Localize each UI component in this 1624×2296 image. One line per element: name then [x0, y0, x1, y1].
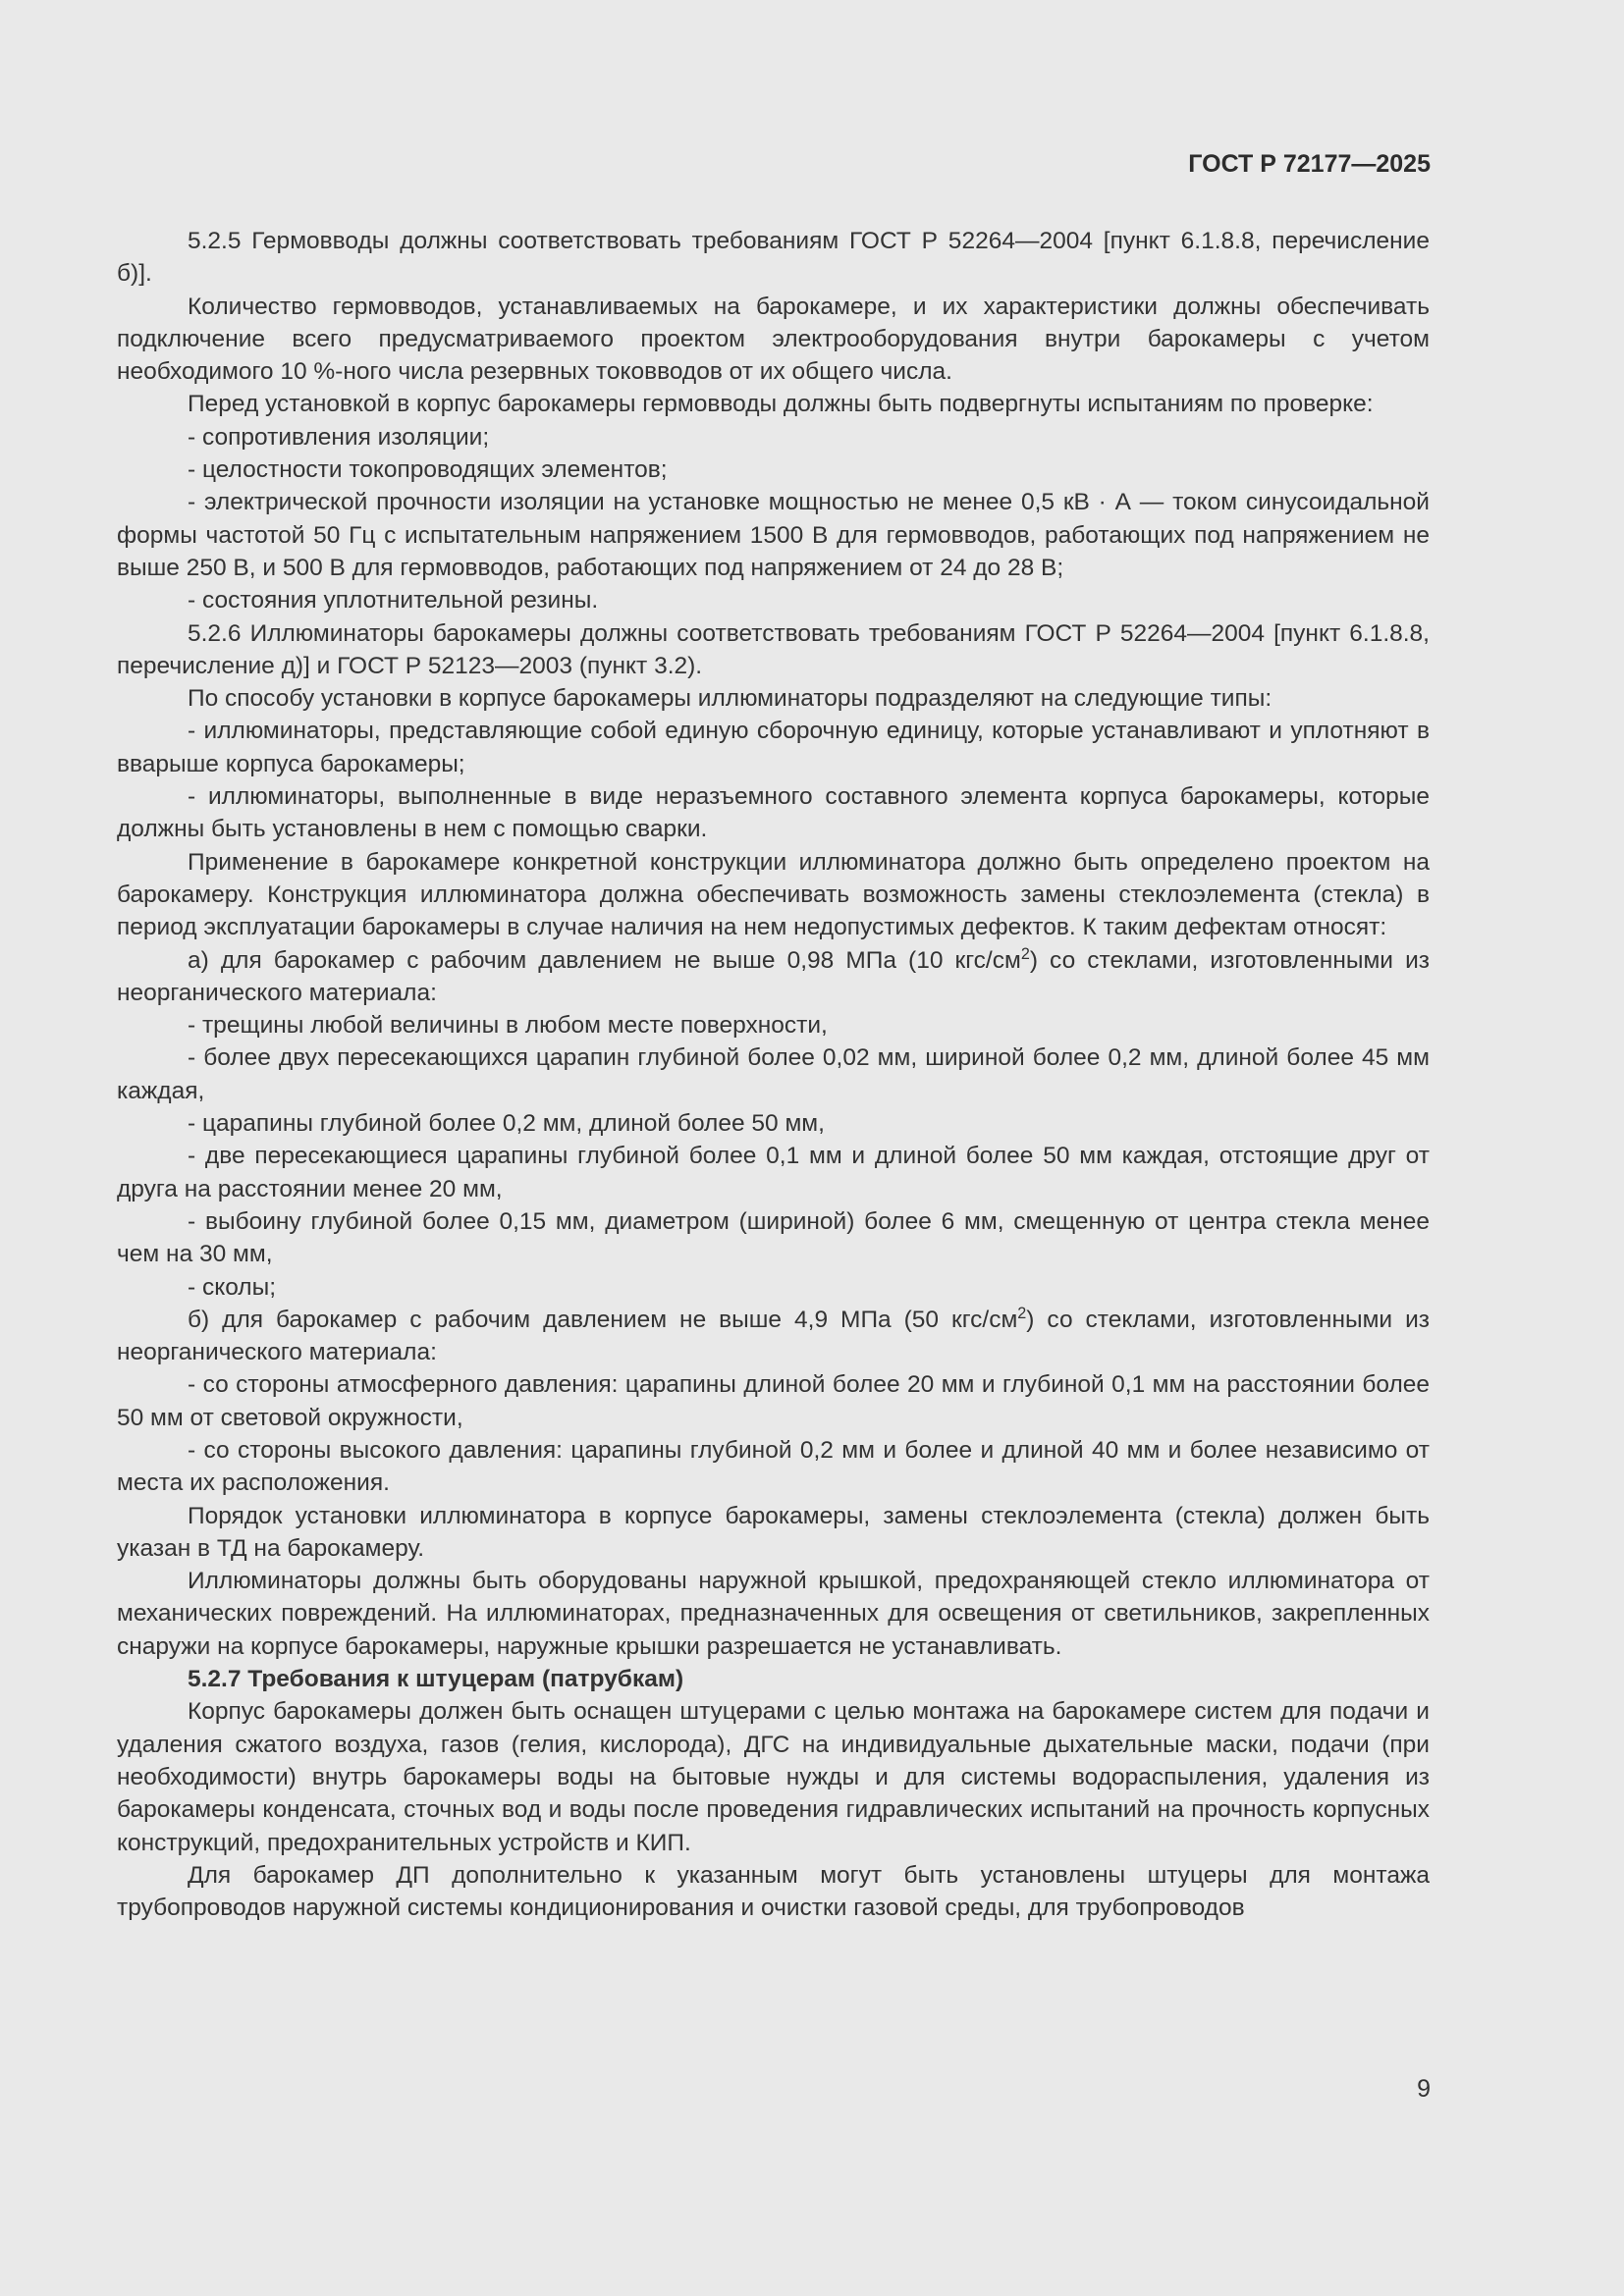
- paragraph: [117, 780, 1430, 846]
- paragraph: [117, 944, 1430, 1010]
- paragraph-text: - сколы;: [188, 1273, 277, 1301]
- paragraph-text: Порядок установки иллюминатора в корпусе барокамеры, замены стеклоэлемента (стекла) должен быть указан в ТД на барокамеру.: [117, 1502, 1430, 1562]
- paragraph-text: - выбоину глубиной более 0,15 мм, диаметром (шириной) более 6 мм, смещенную от центра стекла менее чем на 30 мм,: [117, 1207, 1430, 1268]
- paragraph-text: - более двух пересекающихся царапин глубиной более 0,02 мм, шириной более 0,2 мм, длиной более 45 мм каждая,: [117, 1044, 1430, 1104]
- paragraph: [117, 388, 1430, 420]
- paragraph: [117, 846, 1430, 944]
- paragraph-text: Применение в барокамере конкретной конструкции иллюминатора должно быть определено проектом на барокамеру. Конструкция иллюминатора должна обеспечивать возможность замены стеклоэлемента (стекла) в период эксплуатации барокамеры в случае наличия на нем недопустимых дефектов. К таким дефектам относят:: [117, 848, 1430, 941]
- page-number: 9: [1417, 2075, 1431, 2103]
- paragraph: [117, 1500, 1430, 1566]
- paragraph: [117, 682, 1430, 715]
- paragraph: [117, 291, 1430, 389]
- paragraph: [117, 1205, 1430, 1271]
- paragraph-text: - трещины любой величины в любом месте поверхности,: [188, 1012, 828, 1040]
- paragraph-text: б) для барокамер с рабочим давлением не выше 4,9 МПа (50 кгс/см: [188, 1306, 1018, 1333]
- paragraph-text: Количество гермовводов, устанавливаемых на барокамере, и их характеристики должны обеспечивать подключение всего предусматриваемого проектом электрооборудования внутри барокамеры с учетом необходимого 10 %-ного числа резервных токовводов от их общего числа.: [117, 293, 1430, 386]
- paragraph: [117, 421, 1430, 454]
- paragraph-text: - сопротивления изоляции;: [188, 423, 490, 451]
- paragraph-text: Для барокамер ДП дополнительно к указанным могут быть установлены штуцеры для монтажа трубопроводов наружной системы кондиционирования и очистки газовой среды, для трубопроводов: [117, 1861, 1430, 1922]
- section-heading: [117, 1663, 1430, 1695]
- paragraph: [117, 584, 1430, 616]
- paragraph-text: - иллюминаторы, выполненные в виде неразъемного составного элемента корпуса барокамеры, которые должны быть установлены в нем с помощью сварки.: [117, 783, 1430, 843]
- paragraph-text: - целостности токопроводящих элементов;: [188, 456, 668, 484]
- paragraph-text: - со стороны атмосферного давления: царапины длиной более 20 мм и глубиной 0,1 мм на расстоянии более 50 мм от световой окружности,: [117, 1371, 1430, 1431]
- paragraph-text-continued: ) со стеклами, изготовленными из неорганического материала:: [117, 946, 1430, 1006]
- paragraph: [117, 1368, 1430, 1434]
- paragraph-text: - электрической прочности изоляции на установке мощностью не менее 0,5 кВ · А — током синусоидальной формы частотой 50 Гц с испытательным напряжением 1500 В для гермовводов, работающих под напряжением не выше 250 В, и 500 В для гермовводов, работающих под напряжением от 24 до 28 В;: [117, 489, 1430, 581]
- paragraph: [117, 715, 1430, 780]
- paragraph-text: Перед установкой в корпус барокамеры гермовводы должны быть подвергнуты испытаниям по проверке:: [188, 391, 1374, 418]
- paragraph-text: - состояния уплотнительной резины.: [188, 587, 599, 614]
- paragraph-text: Корпус барокамеры должен быть оснащен штуцерами с целью монтажа на барокамере систем для подачи и удаления сжатого воздуха, газов (гелия, кислорода), ДГС на индивидуальные дыхательные маски, подачи (при необходимости) внутрь барокамеры воды на бытовые нужды и для системы водораспыления, удаления из барокамеры конденсата, сточных вод и воды после проведения гидравлических испытаний на прочность корпусных конструкций, предохранительных устройств и КИП.: [117, 1698, 1430, 1856]
- paragraph: [117, 1565, 1430, 1663]
- paragraph-text: - две пересекающиеся царапины глубиной более 0,1 мм и длиной более 50 мм каждая, отстоящие друг от друга на расстоянии менее 20 мм,: [117, 1143, 1430, 1202]
- paragraph: [117, 1859, 1430, 1925]
- paragraph: [117, 617, 1430, 683]
- paragraph-text: 5.2.5 Гермовводы должны соответствовать требованиям ГОСТ Р 52264—2004 [пункт 6.1.8.8, перечисление б)].: [117, 228, 1430, 288]
- paragraph: [117, 1041, 1430, 1107]
- paragraph-text: 5.2.7 Требования к штуцерам (патрубкам): [188, 1666, 684, 1693]
- paragraph: [117, 1304, 1430, 1369]
- paragraph: [117, 225, 1430, 291]
- paragraph-text: - царапины глубиной более 0,2 мм, длиной более 50 мм,: [188, 1110, 825, 1138]
- paragraph-text: Иллюминаторы должны быть оборудованы наружной крышкой, предохраняющей стекло иллюминатора от механических повреждений. На иллюминаторах, предназначенных для освещения от светильников, закрепленных снаружи на корпусе барокамеры, наружные крышки разрешается не устанавливать.: [117, 1568, 1430, 1660]
- paragraph: [117, 454, 1430, 486]
- paragraph-text: - иллюминаторы, представляющие собой единую сборочную единицу, которые устанавливают и уплотняют в вварыше корпуса барокамеры;: [117, 718, 1430, 777]
- document-body: [117, 225, 1430, 1924]
- superscript: 2: [1020, 944, 1030, 963]
- superscript: 2: [1017, 1304, 1027, 1322]
- paragraph-text: По способу установки в корпусе барокамеры иллюминаторы подразделяют на следующие типы:: [188, 685, 1272, 713]
- paragraph-text-continued: ) со стеклами, изготовленными из неорганического материала:: [117, 1306, 1430, 1366]
- paragraph: [117, 486, 1430, 584]
- paragraph-text: - со стороны высокого давления: царапины глубиной 0,2 мм и более и длиной 40 мм и более независимо от места их расположения.: [117, 1436, 1430, 1497]
- paragraph: [117, 1271, 1430, 1304]
- paragraph: [117, 1107, 1430, 1140]
- paragraph-text: а) для барокамер с рабочим давлением не выше 0,98 МПа (10 кгс/см: [188, 946, 1021, 974]
- paragraph: [117, 1140, 1430, 1205]
- document-header: ГОСТ Р 72177—2025: [1188, 150, 1431, 178]
- paragraph: [117, 1695, 1430, 1858]
- paragraph: [117, 1434, 1430, 1500]
- paragraph-text: 5.2.6 Иллюминаторы барокамеры должны соответствовать требованиям ГОСТ Р 52264—2004 [пункт 6.1.8.8, перечисление д)] и ГОСТ Р 52123—2003 (пункт 3.2).: [117, 619, 1430, 679]
- paragraph: [117, 1009, 1430, 1041]
